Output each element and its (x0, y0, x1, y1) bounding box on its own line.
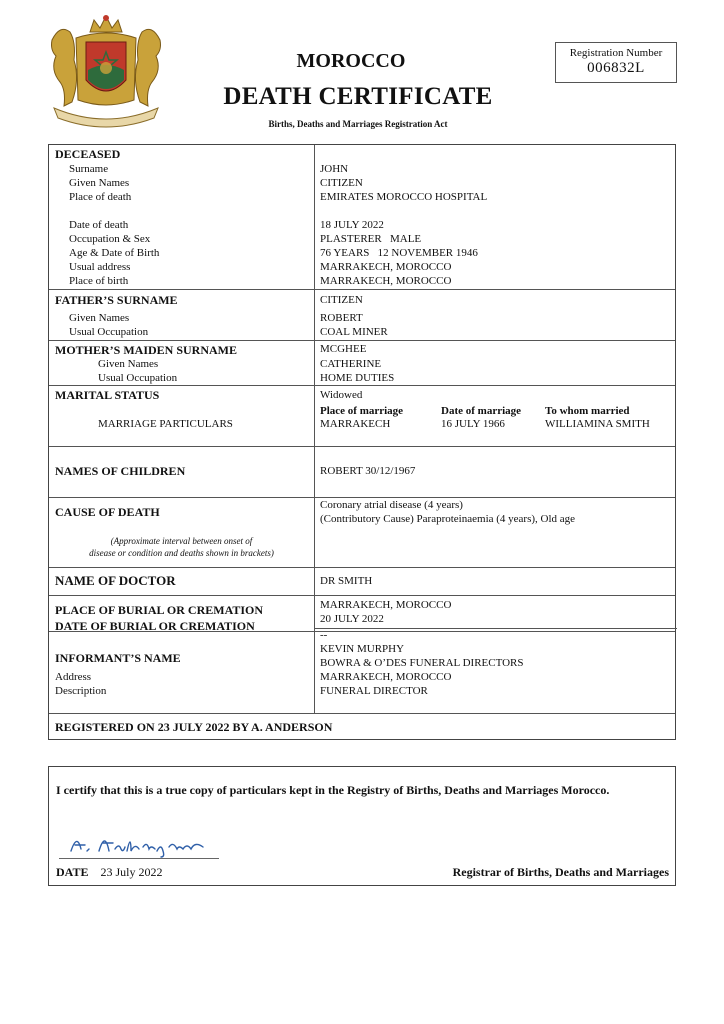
burial-place-heading: PLACE OF BURIAL OR CREMATION (55, 603, 264, 617)
registration-number-box (555, 42, 677, 83)
cause-note-line2: disease or condition and deaths shown in brackets) (89, 548, 274, 558)
father-occupation: COAL MINER (320, 326, 388, 338)
marital-status: Widowed (320, 389, 363, 401)
mother-given-names: CATHERINE (320, 358, 382, 370)
place-of-marriage-header: Place of marriage (320, 405, 404, 417)
burial-date-heading: DATE OF BURIAL OR CREMATION (55, 619, 255, 633)
deceased-label: Place of birth (69, 275, 129, 287)
deceased-label: Usual address (69, 261, 131, 273)
deceased-label: Age & Date of Birth (69, 247, 160, 259)
cause-note-line1: (Approximate interval between onset of (110, 536, 253, 546)
marriage-particulars-label: MARRIAGE PARTICULARS (98, 418, 233, 430)
registration-statement: REGISTERED ON 23 JULY 2022 BY A. ANDERSON (55, 720, 333, 734)
children-heading: NAMES OF CHILDREN (55, 464, 186, 478)
doctor-heading: NAME OF DOCTOR (55, 573, 176, 588)
deceased-value: PLASTERER MALE (320, 233, 422, 245)
row-divider (49, 385, 675, 386)
deceased-value: MARRAKECH, MOROCCO (320, 275, 452, 287)
deceased-label: Given Names (69, 177, 130, 189)
row-divider (49, 713, 675, 714)
cause-of-death-primary: Coronary atrial disease (4 years) (320, 499, 463, 511)
cause-heading: CAUSE OF DEATH (55, 505, 160, 519)
row-divider (49, 567, 675, 568)
deceased-label: Occupation & Sex (69, 233, 151, 245)
deceased-value: CITIZEN (320, 177, 363, 189)
registrar-signature (65, 827, 225, 859)
deceased-label: Date of death (69, 219, 129, 231)
deceased-value: EMIRATES MOROCCO HOSPITAL (320, 191, 488, 203)
informant-name: KEVIN MURPHY (320, 643, 405, 655)
father-given-label: Given Names (69, 312, 130, 324)
informant-address: MARRAKECH, MOROCCO (320, 671, 452, 683)
burial-extra: -- (320, 629, 328, 641)
registration-number: 006832L (587, 60, 645, 76)
children-names: ROBERT 30/12/1967 (320, 465, 416, 477)
certificate-table (48, 144, 676, 740)
father-given-names: ROBERT (320, 312, 363, 324)
mother-occupation: HOME DUTIES (320, 372, 395, 384)
deceased-value: JOHN (320, 163, 349, 175)
father-surname: CITIZEN (320, 294, 363, 306)
burial-place: MARRAKECH, MOROCCO (320, 599, 452, 611)
deceased-label: Surname (69, 163, 109, 175)
registrar-title: Registrar of Births, Deaths and Marriages (452, 865, 669, 879)
cause-of-death-contributory: (Contributory Cause) Paraproteinaemia (4 years), Old age (320, 513, 576, 525)
deceased-value: 18 JULY 2022 (320, 219, 384, 231)
certification-date-label: DATE (56, 865, 89, 879)
row-divider (49, 446, 675, 447)
signature-line (59, 858, 219, 859)
row-divider (49, 340, 675, 341)
mother-given-label: Given Names (98, 358, 159, 370)
doctor-name: DR SMITH (320, 575, 373, 587)
deceased-label: Place of death (69, 191, 132, 203)
deceased-heading: DECEASED (55, 147, 121, 161)
spouse-name: WILLIAMINA SMITH (545, 418, 650, 430)
certification-date-row (56, 865, 162, 880)
column-divider (314, 145, 315, 713)
country-name: MOROCCO (296, 50, 406, 72)
deceased-value: 76 YEARS 12 NOVEMBER 1946 (320, 247, 478, 259)
informant-description-label: Description (55, 685, 107, 697)
cell-divider (314, 628, 677, 629)
certification-date: 23 July 2022 (100, 865, 163, 879)
registration-act: Births, Deaths and Marriages Registration Act (268, 119, 448, 129)
row-divider (49, 289, 675, 290)
place-of-marriage: MARRAKECH (320, 418, 391, 430)
certificate-title: DEATH CERTIFICATE (223, 83, 493, 110)
registration-number-label: Registration Number (569, 47, 663, 59)
informant-heading: INFORMANT’S NAME (55, 651, 181, 665)
informant-address-label: Address (55, 671, 92, 683)
spouse-header: To whom married (545, 405, 630, 417)
mother-heading: MOTHER’S MAIDEN SURNAME (55, 343, 238, 357)
burial-date: 20 JULY 2022 (320, 613, 384, 625)
date-of-marriage-header: Date of marriage (441, 405, 522, 417)
mother-surname: MCGHEE (320, 343, 367, 355)
certification-text: I certify that this is a true copy of particulars kept in the Registry of Births, Deaths and Marriages Morocco. (56, 783, 610, 797)
informant-description: FUNERAL DIRECTOR (320, 685, 428, 697)
date-of-marriage: 16 JULY 1966 (441, 418, 505, 430)
father-occupation-label: Usual Occupation (69, 326, 149, 338)
marital-heading: MARITAL STATUS (55, 388, 160, 402)
father-heading: FATHER’S SURNAME (55, 293, 178, 307)
certification-box (48, 766, 676, 886)
mother-occupation-label: Usual Occupation (98, 372, 178, 384)
deceased-value: MARRAKECH, MOROCCO (320, 261, 452, 273)
row-divider (49, 595, 675, 596)
informant-company: BOWRA & O’DES FUNERAL DIRECTORS (320, 657, 524, 669)
